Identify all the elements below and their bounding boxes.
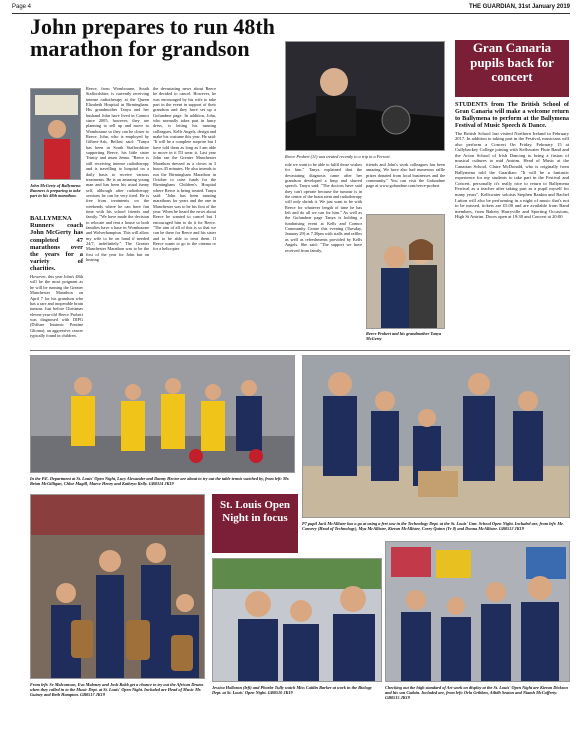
- grandmother-photo: [366, 214, 445, 329]
- art-scene: [386, 542, 570, 682]
- pe-scene: [31, 356, 295, 473]
- story-col3-body: the devastating news about Reece he decided to cancel. However, he was encouraged by his wife to take part in the event in support of their grandson and they have set up a Gofundme page. In addition, John, who normally takes part in fancy dress, is letting his running colleagues, Kells Angels, design and make his costume this year. He said: "It will be a complete surprise but I have told them as long as I am able to move in it I'll wear it. Last year John ran the Greater Manchester Marathon dressed as a clown in 3 hours 45 minutes. He also intends to run the Birmingham Marathon in October to raise funds for the Birmingham Children's Hospital where Reece is being treated. Tanya said: "John has been running marathons for years and the one in Manchester was to be his first of the year. When he heard the news about Reece he wanted to cancel but I encouraged him to do it for Reece. "The aim of all of this is so that we can be there for Reece and his sister and to be able to treat them. If Reece wants to go to the cinema or for a helicopter: [153, 86, 216, 252]
- reece-caption: Reece Probert (11) was treated recently to a trip in a Ferrari.: [285, 154, 391, 159]
- art-photo: [385, 541, 570, 682]
- grandmother-caption: Reece Probert and his grandmother Tanya McGerty: [366, 331, 442, 342]
- music-caption: From left: Se Malcomson, Eva Maloney and Josh Robb get a chance to try out the African Drums when they called in to the Music Dept. at St. Louis' Open Night. Included are Head of Music Mr. Guiney and Beth Hampton. GB0517 JK19: [30, 682, 204, 698]
- grandmother-scene: [367, 215, 445, 329]
- story-column-4: [285, 162, 362, 348]
- technology-photo: [302, 355, 570, 518]
- runner-caption: John McGerty of Ballymena Runners is preparing to take part in his 48th marathon.: [30, 183, 81, 199]
- story-col5-body: friends and John's work colleagues has been amazing. We have also had numerous raffle prizes donated from local businesses and the community." You can visit the Gofundme page at www.gofundme.com/reece-probert: [366, 162, 445, 189]
- story-column-5: [366, 162, 445, 214]
- story-column-1: [30, 215, 83, 345]
- pe-caption: In the P.E. Department at St. Louis' Open Night, Lucy Alexander and Danny Hector are about to try out the table tennis watched by, from left: Mr. Brian McGilligan, Chloe Magill, Maeve Henry and Kathryn Kelly. GB0314 JK19: [30, 476, 290, 487]
- story-headline: John prepares to run 48th marathon for grandson: [30, 14, 275, 61]
- concert-headline-box: Gran Canaria pupils back for concert: [455, 40, 569, 97]
- music-photo: [30, 494, 205, 679]
- technology-caption: P7 pupil Jack McAllister has a go at using a fret saw in the Technology Dept. at the St. Louis' Gmr. School Open Night. Included are, from left: Mr. Convery (Head of Technology), Mya McAllister, Kieran McAllister, Corey Quinn (Yr 8) and Donna McAllister. GB0512 JK19: [302, 521, 564, 532]
- concert-body: The British School last visited Northern Ireland in February 2017. In addition to taking part in the Festival, musicians will also perform a Concert On Friday, February 15 at Cullybackey College joining with Kellswater Flute Band and the Acton School of Irish Dancing to bring a fusion of musical cultures to mid Antrim. Head of Music at the Canarian School, Claire McDonald, who is originally from Ballymena told the Guardian: "It will be a fantastic experience for my students to take part in the Festival and Concert, personally it's really nice to return to Ballymena Festival as a teacher after taking part as a pupil myself for many years". Kellswater soloists Stephen Rankin and Rachel Lutton will also be performing in a night of music that's not to be missed, tickets are £5.00 and are available from Band members, from Bakery Harryville and Sporting Occasions, High St Antrim. Doors open at 19:30 and Concert at 20:00: [455, 130, 569, 220]
- technology-scene: [303, 356, 570, 518]
- story-col2-body: Reece, from Wombourne, South Staffordshire, is currently receiving intense radiotherapy at the Queen Elizabeth Hospital in Birmingham. His grandmother Tanya and her husband John have lived in Connor since 2005, however, they are planning to sell up and move to Wombourne so they can be closer to Reece. John, who is employed by Gilbert-Ash, Belfast said: "Tanya has been in South Staffordshire supporting Reece, his little sister Trinity and mum Jenna. "Reece is still receiving intense radiotherapy and is travelling to hospital on a daily basis to receive various treatments. He is an amazing young man and has been his usual funny self, although after radiotherapy sessions he can be very tired. He is free from treatments on the weekends where he can have fun time with his school friends and family. "We have made the decision to relocate and rent a house so both families have a base in Wombourne and Wolverhampton. This will allow my wife to be on hand if needed 24/7, indefinitely." The Greater Manchester Marathon was to be the first of the year for John but on hearing: [86, 86, 149, 262]
- page-number: Page 4: [12, 4, 32, 10]
- story-col4-body: ride we want to be able to fulfil those wishes for him." Tanya explained that the devastating diagnosis came after her grandson developed a limp and slurred speech. Tanya said: "The doctors have said they can't operate because the tumour is in the centre of the brain stem and radiotherapy will only shrink it. We just want to be with Reece for whatever length of time he has left and do all we can for him." As well as the Gofundme page Tanya is holding a fundraising event at Kells and Connor Community Centre this evening (Tuesday, January 29) at 7.30pm with stalls and raffles as well as refreshments provided by Kells Angels. She said: "The support we have received from family,: [285, 162, 362, 253]
- runner-photo: [30, 88, 81, 180]
- biology-scene: [213, 559, 382, 682]
- music-scene: [31, 495, 205, 679]
- story-column-3: [153, 86, 216, 346]
- art-caption: Checking out the high standard of Art work on display at the St. Louis' Open Night are Kieran Dickson and his son Cadain. Included are, from left: Orla Gribben, Ailidh Seaton and Niamh McCafferty. GB0515 JK19: [385, 685, 568, 701]
- reece-ferrari-photo: [285, 41, 445, 151]
- pe-photo: [30, 355, 295, 473]
- concert-article: [455, 101, 569, 341]
- ferrari-scene: [286, 42, 445, 151]
- story-col1-body: However, this year John's 48th will be the most poignant as he will be running the Greater Manchester Marathon on April 7 for his grandson who has a rare and inoperable brain tumour. Just before Christmas eleven-year-old Reece Probert was diagnosed with DIPG (Diffuse Intrinsic Pontine Glioma), an aggressive cancer typically found in children.: [30, 274, 83, 338]
- open-night-box: St. Louis Open Night in focus: [212, 494, 298, 553]
- story-column-2: [86, 86, 149, 346]
- masthead: THE GUARDIAN, 31st January 2019: [468, 4, 570, 10]
- runner-figure: [31, 89, 81, 180]
- story-lead: BALLYMENA Runners coach John McGerty has completed 47 marathons over the years for a variety of charities.: [30, 215, 83, 273]
- concert-lead: STUDENTS from The British School of Gran Canaria will make a welcome return to Ballymena to perform at the Ballymena Festival of Music Speech & Dance.: [455, 101, 569, 129]
- page-header: [12, 4, 570, 14]
- section-divider: [30, 350, 570, 351]
- biology-caption: Jessica Holloran (left) and Phoebe Tully watch Miss Caitlin Barker at work in the Biology Dept. at St. Louis' Open Night. GB0510 JK19: [212, 685, 372, 696]
- biology-photo: [212, 558, 382, 682]
